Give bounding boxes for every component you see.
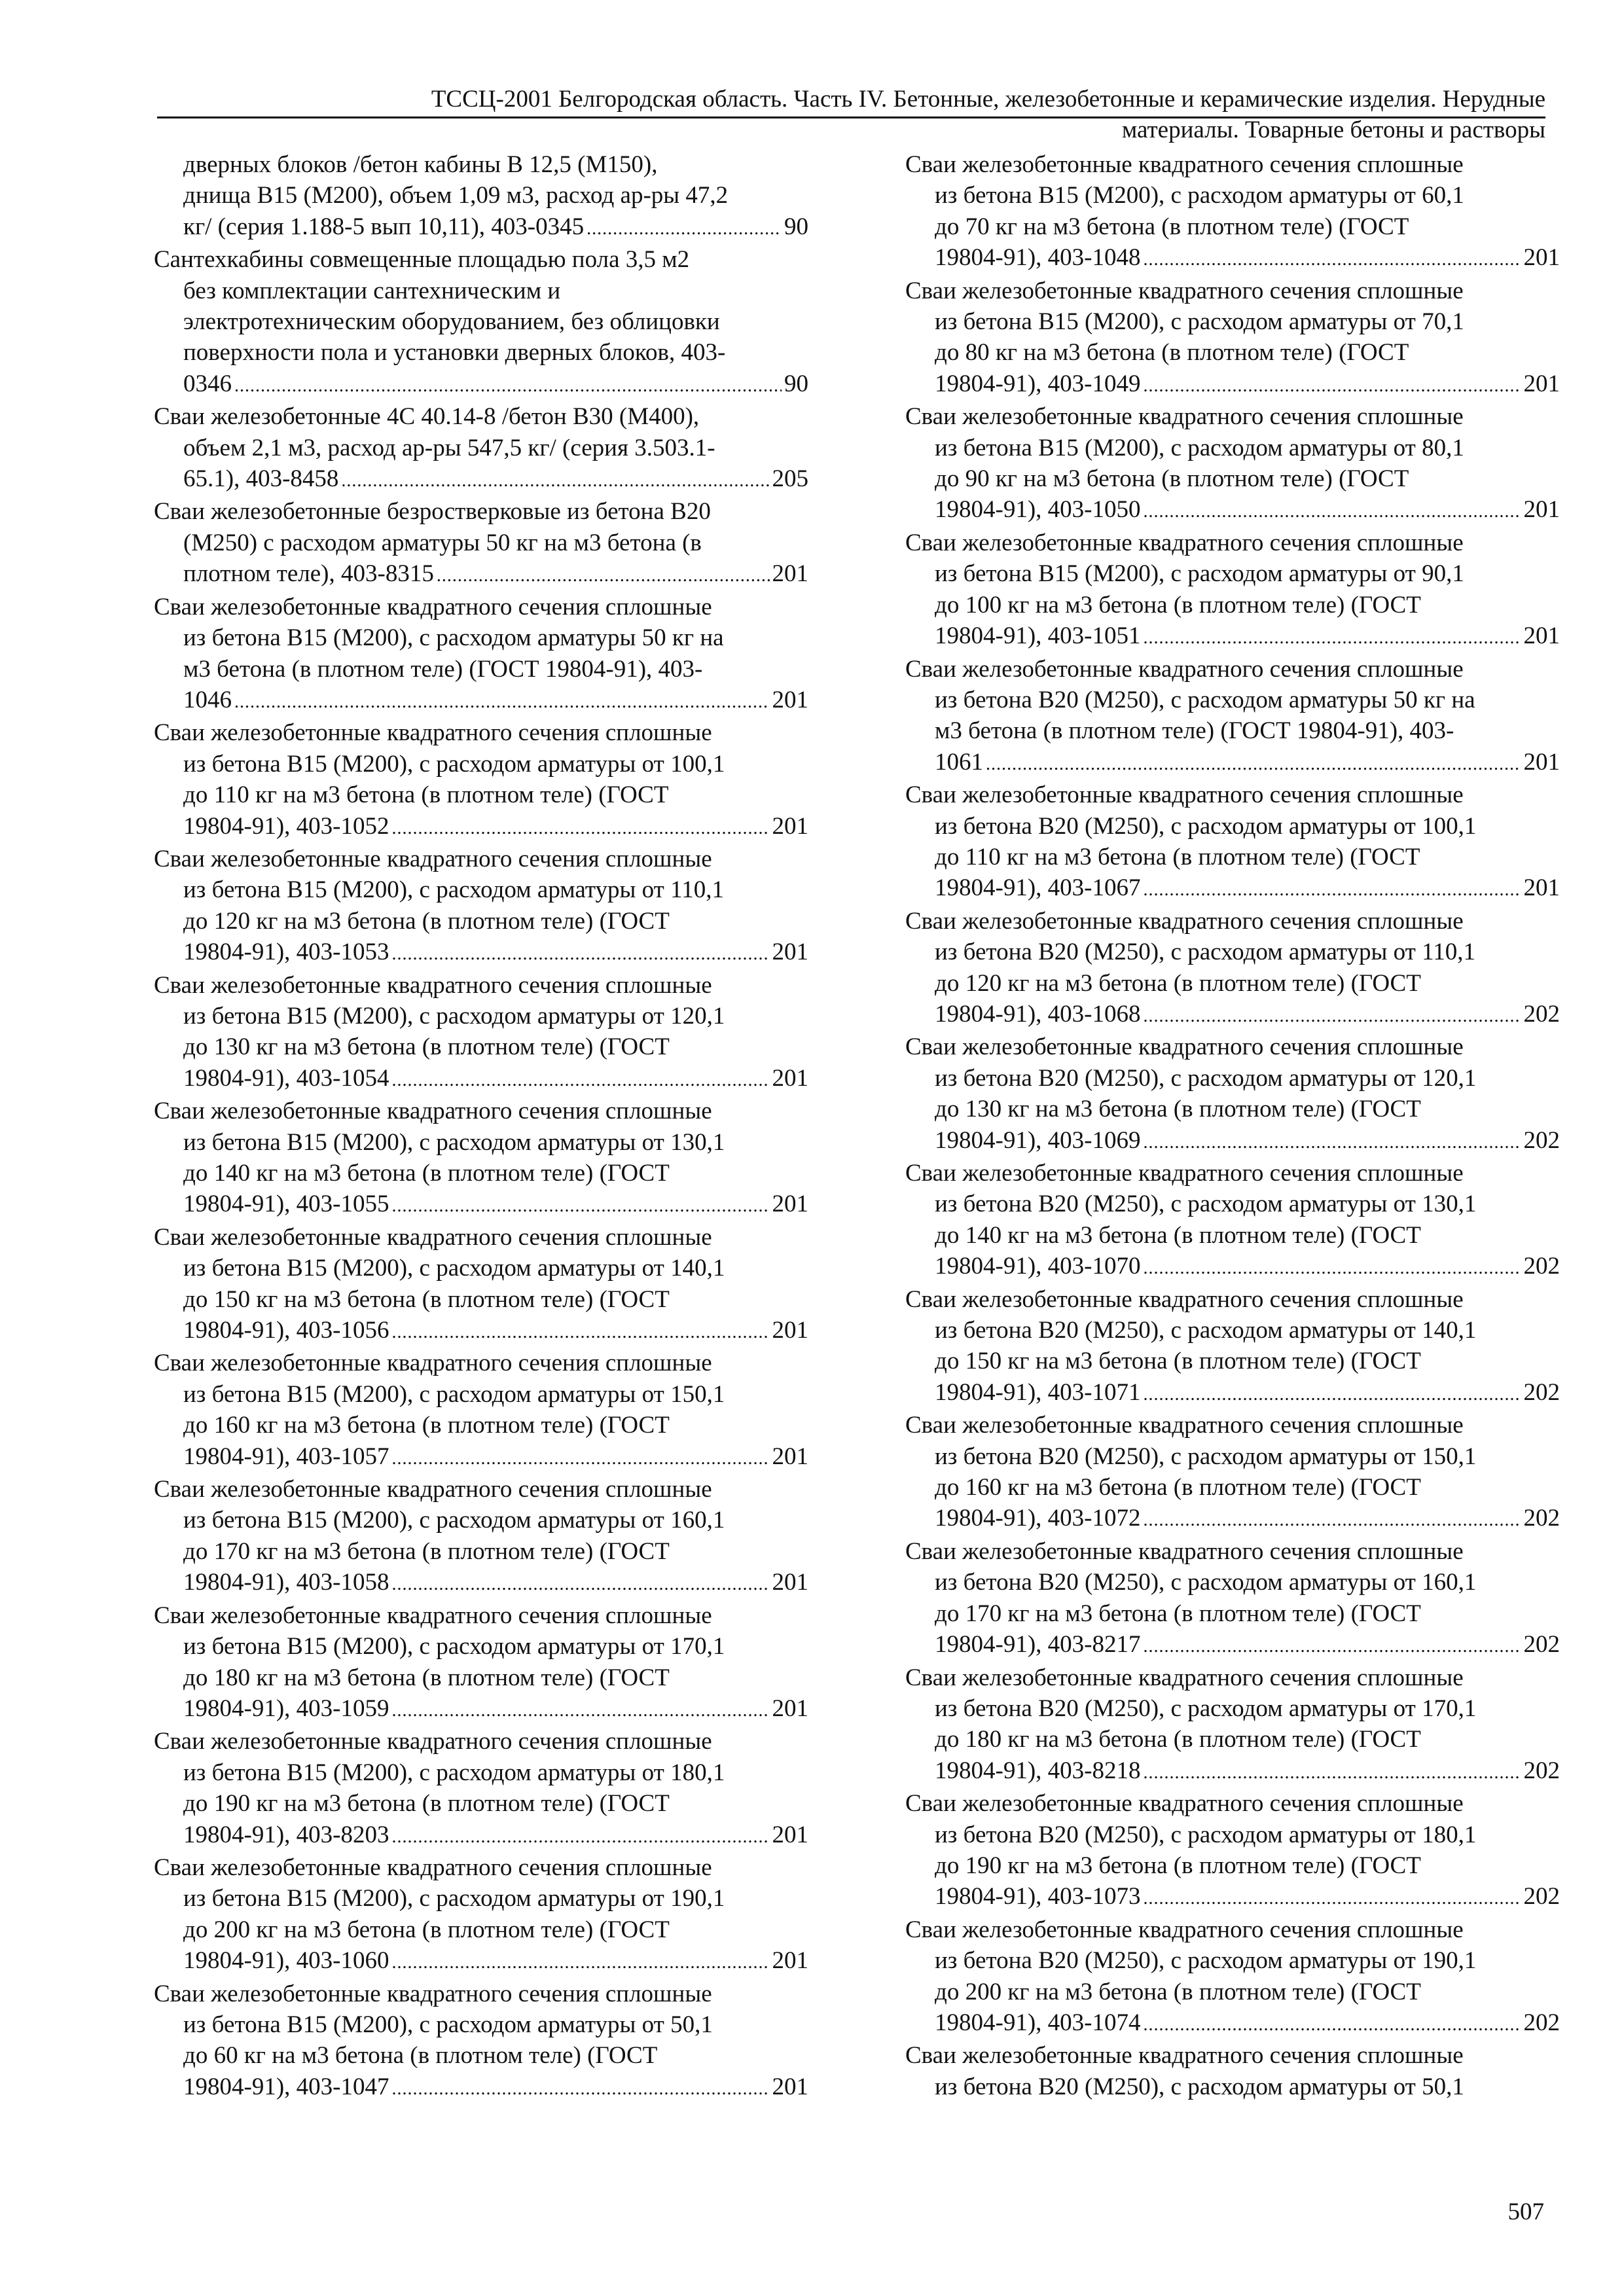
index-entry-last-line xyxy=(154,1945,808,1978)
index-entry-page: 201 xyxy=(772,812,808,840)
index-entry-text: объем 2,1 м3, расход ар-ры 547,5 кг/ (серия 3.503.1- xyxy=(183,434,715,461)
index-entry-page: 202 xyxy=(1523,2009,1560,2036)
index-entry-text: из бетона В15 (М200), с расходом арматуры от 120,1 xyxy=(183,1002,725,1030)
index-entry-text: из бетона В20 (М250), с расходом арматуры от 120,1 xyxy=(935,1064,1477,1092)
dot-leader xyxy=(391,1315,769,1348)
index-entry xyxy=(154,1979,808,2105)
dot-leader xyxy=(1143,242,1521,275)
index-entry-last-line xyxy=(154,1441,808,1474)
dot-leader xyxy=(1143,999,1521,1031)
index-entry-text: до 100 кг на м3 бетона (в плотном теле) (ГОСТ xyxy=(935,591,1421,619)
index-entry-text: до 140 кг на м3 бетона (в плотном теле) (ГОСТ xyxy=(935,1221,1421,1249)
index-entry-text: 19804-91), 403-1070 xyxy=(935,1253,1141,1280)
index-entry-last-line xyxy=(905,2007,1560,2040)
index-entry-text: Сваи железобетонные квадратного сечения сплошные xyxy=(905,403,1464,431)
index-entry-page: 202 xyxy=(1523,1631,1560,1659)
dot-leader xyxy=(1143,1377,1521,1410)
index-entry-text: до 120 кг на м3 бетона (в плотном теле) (ГОСТ xyxy=(935,969,1421,997)
index-entry-text: из бетона В20 (М250), с расходом арматуры 50 кг на xyxy=(935,686,1475,713)
index-entry-text: из бетона В20 (М250), с расходом арматуры от 150,1 xyxy=(935,1443,1477,1470)
index-entry-text: Сваи железобетонные квадратного сечения сплошные xyxy=(905,1412,1464,1439)
index-entry-text: до 190 кг на м3 бетона (в плотном теле) (ГОСТ xyxy=(183,1790,670,1818)
index-entry-last-line xyxy=(905,1503,1560,1535)
index-entry xyxy=(905,2040,1560,2102)
index-entry-text: 19804-91), 403-1054 xyxy=(183,1064,389,1092)
index-entry-text: Сваи железобетонные квадратного сечения сплошные xyxy=(154,593,712,620)
index-entry xyxy=(154,1852,808,1979)
index-entry-text: до 130 кг на м3 бетона (в плотном теле) (ГОСТ xyxy=(935,1096,1421,1123)
index-entry-text: 19804-91), 403-1071 xyxy=(935,1378,1141,1406)
running-header xyxy=(157,84,1545,145)
index-entry-last-line xyxy=(154,1693,808,1726)
dot-leader xyxy=(391,1567,769,1600)
dot-leader xyxy=(1143,1125,1521,1158)
index-entry-text: Сваи железобетонные квадратного сечения сплошные xyxy=(905,2042,1464,2070)
index-entry-last-line xyxy=(905,1629,1560,1662)
index-entry-last-line xyxy=(905,494,1560,527)
index-entry-page: 90 xyxy=(784,370,808,397)
index-entry-text: до 160 кг на м3 бетона (в плотном теле) (ГОСТ xyxy=(183,1412,670,1439)
dot-leader xyxy=(391,1441,769,1474)
index-entry-page: 201 xyxy=(772,1443,808,1470)
index-entry-page: 201 xyxy=(772,1317,808,1344)
index-entry-text: из бетона В15 (М200), с расходом арматуры от 170,1 xyxy=(183,1633,725,1660)
index-entry-text: 19804-91), 403-1069 xyxy=(935,1126,1141,1154)
index-column-left xyxy=(154,149,808,2104)
dot-leader xyxy=(391,1820,769,1852)
index-entry-page: 201 xyxy=(772,939,808,966)
index-entry-text: из бетона В15 (М200), с расходом арматуры от 50,1 xyxy=(183,2011,713,2038)
index-entry-text: из бетона В15 (М200), с расходом арматуры от 60,1 xyxy=(935,182,1464,209)
dot-leader xyxy=(1143,1251,1521,1283)
index-entry-text: 19804-91), 403-1052 xyxy=(183,812,389,840)
index-entry-text: из бетона В15 (М200), с расходом арматуры от 80,1 xyxy=(935,434,1464,461)
index-entry xyxy=(154,1726,808,1852)
index-entry-text: из бетона В20 (М250), с расходом арматуры от 130,1 xyxy=(935,1191,1477,1218)
index-entry-text: 19804-91), 403-1060 xyxy=(183,1947,389,1975)
index-entry-page: 201 xyxy=(772,1064,808,1092)
index-entry-last-line xyxy=(154,937,808,969)
index-entry-text: Сваи железобетонные квадратного сечения сплошные xyxy=(905,781,1464,809)
index-entry xyxy=(905,528,1560,654)
index-entry-text: из бетона В20 (М250), с расходом арматуры от 170,1 xyxy=(935,1695,1477,1722)
index-entry-last-line xyxy=(905,1125,1560,1158)
index-entry-text: Сваи железобетонные квадратного сечения сплошные xyxy=(905,1033,1464,1061)
index-entry-text: до 150 кг на м3 бетона (в плотном теле) (ГОСТ xyxy=(183,1285,670,1313)
index-entry-last-line xyxy=(905,1755,1560,1788)
index-entry-text: до 200 кг на м3 бетона (в плотном теле) (ГОСТ xyxy=(935,1978,1421,2005)
index-entry-text: Сваи железобетонные квадратного сечения сплошные xyxy=(905,529,1464,556)
index-entry-text: без комплектации сантехническим и xyxy=(183,277,561,304)
index-entry-text: до 160 кг на м3 бетона (в плотном теле) (ГОСТ xyxy=(935,1474,1421,1501)
index-entry-text: Сваи железобетонные квадратного сечения сплошные xyxy=(905,277,1464,304)
index-entry-text: Сваи железобетонные квадратного сечения сплошные xyxy=(154,1602,712,1629)
index-entry-text: 19804-91), 403-8217 xyxy=(935,1631,1141,1659)
index-entry xyxy=(154,970,808,1096)
index-column-right xyxy=(905,149,1560,2102)
dot-leader xyxy=(1143,1881,1521,1914)
index-entry-text: из бетона В15 (М200), с расходом арматуры 50 кг на xyxy=(183,624,724,652)
index-entry-text: поверхности пола и установки дверных блоков, 403- xyxy=(183,339,726,367)
index-entry-page: 202 xyxy=(1523,1253,1560,1280)
index-entry-text: Сваи железобетонные квадратного сечения сплошные xyxy=(154,1476,712,1503)
index-entry xyxy=(154,401,808,496)
index-entry-page: 201 xyxy=(772,1947,808,1975)
dot-leader xyxy=(1143,368,1521,401)
index-entry-text: 19804-91), 403-1047 xyxy=(183,2073,389,2100)
index-entry-text: до 60 кг на м3 бетона (в плотном теле) (ГОСТ xyxy=(183,2042,658,2070)
index-entry-text: Сваи железобетонные 4С 40.14-8 /бетон В30 (М400), xyxy=(154,403,700,431)
index-entry-text: Сваи железобетонные квадратного сечения сплошные xyxy=(905,655,1464,683)
dot-leader xyxy=(391,1693,769,1726)
index-entry xyxy=(154,1348,808,1474)
index-entry-text: до 70 кг на м3 бетона (в плотном теле) (ГОСТ xyxy=(935,213,1409,240)
index-entry-page: 202 xyxy=(1523,1883,1560,1910)
index-entry-text: Сваи железобетонные квадратного сечения сплошные xyxy=(154,845,712,872)
index-entry-text: м3 бетона (в плотном теле) (ГОСТ 19804-91), 403- xyxy=(935,717,1454,745)
index-entry-page: 202 xyxy=(1523,1126,1560,1154)
index-entry-last-line xyxy=(154,368,808,401)
index-entry-last-line xyxy=(154,211,808,244)
index-entry-text: из бетона В20 (М250), с расходом арматуры от 110,1 xyxy=(935,939,1475,966)
index-entry-page: 201 xyxy=(772,1821,808,1848)
index-entry-text: Сваи железобетонные квадратного сечения сплошные xyxy=(154,1980,712,2007)
index-entry-page: 201 xyxy=(772,1191,808,1218)
index-entry-last-line xyxy=(154,1189,808,1221)
index-entry xyxy=(905,1410,1560,1536)
index-entry-text: из бетона В20 (М250), с расходом арматуры от 140,1 xyxy=(935,1317,1477,1344)
index-entry-page: 201 xyxy=(1523,496,1560,524)
index-entry-text: 19804-91), 403-1073 xyxy=(935,1883,1141,1910)
index-entry-text: Сваи железобетонные квадратного сечения сплошные xyxy=(154,1728,712,1755)
index-entry-page: 202 xyxy=(1523,1757,1560,1784)
index-entry-text: до 140 кг на м3 бетона (в плотном теле) (ГОСТ xyxy=(183,1160,670,1187)
index-entry-text: до 130 кг на м3 бетона (в плотном теле) (ГОСТ xyxy=(183,1033,670,1061)
dot-leader xyxy=(1143,1755,1521,1788)
dot-leader xyxy=(391,1945,769,1978)
index-entry-last-line xyxy=(154,1315,808,1348)
index-entry-page: 202 xyxy=(1523,1000,1560,1028)
index-entry-text: до 110 кг на м3 бетона (в плотном теле) (ГОСТ xyxy=(935,843,1420,870)
index-entry-text: 0346 xyxy=(183,370,232,397)
index-entry-text: 19804-91), 403-1055 xyxy=(183,1191,389,1218)
index-entry-text: из бетона В20 (М250), с расходом арматуры от 190,1 xyxy=(935,1947,1477,1975)
index-entry-text: из бетона В20 (М250), с расходом арматуры от 160,1 xyxy=(935,1569,1477,1596)
index-entry xyxy=(154,244,808,401)
index-entry-text: из бетона В20 (М250), с расходом арматуры от 100,1 xyxy=(935,812,1477,840)
index-entry-text: 19804-91), 403-1074 xyxy=(935,2009,1141,2036)
dot-leader xyxy=(437,558,770,591)
index-entry-text: дверных блоков /бетон кабины В 12,5 (М150), xyxy=(183,151,658,178)
dot-leader xyxy=(391,811,769,844)
index-entry-text: 19804-91), 403-8218 xyxy=(935,1757,1141,1784)
index-entry-text: из бетона В15 (М200), с расходом арматуры от 110,1 xyxy=(183,876,724,904)
index-entry xyxy=(905,1662,1560,1789)
dot-leader xyxy=(341,463,769,496)
index-entry-last-line xyxy=(905,1251,1560,1283)
index-entry-text: 1046 xyxy=(183,686,232,713)
index-entry-page: 201 xyxy=(772,560,808,588)
dot-leader xyxy=(986,747,1521,780)
index-entry-page: 201 xyxy=(772,1695,808,1722)
index-entry-text: Сваи железобетонные безростверковые из бетона В20 xyxy=(154,498,711,526)
index-entry-last-line xyxy=(905,1377,1560,1410)
index-entry-text: до 200 кг на м3 бетона (в плотном теле) (ГОСТ xyxy=(183,1916,670,1943)
dot-leader xyxy=(1143,872,1521,905)
index-entry xyxy=(905,1914,1560,2041)
index-entry-page: 205 xyxy=(772,465,808,493)
index-entry-text: Сваи железобетонные квадратного сечения сплошные xyxy=(154,971,712,999)
index-entry-last-line xyxy=(905,242,1560,275)
index-entry-last-line xyxy=(154,1063,808,1096)
index-entry-text: Сваи железобетонные квадратного сечения сплошные xyxy=(905,1790,1464,1818)
index-entry-last-line xyxy=(905,999,1560,1031)
index-entry xyxy=(905,401,1560,528)
index-entry-text: Сваи железобетонные квадратного сечения сплошные xyxy=(905,1916,1464,1943)
index-entry-page: 201 xyxy=(772,2073,808,2100)
index-entry-text: Сваи железобетонные квадратного сечения сплошные xyxy=(154,1223,712,1251)
index-entry-text: днища В15 (М200), объем 1,09 м3, расход ар-ры 47,2 xyxy=(183,182,729,209)
index-entry-text: до 170 кг на м3 бетона (в плотном теле) (ГОСТ xyxy=(935,1600,1421,1627)
index-entry-page: 201 xyxy=(1523,874,1560,902)
dot-leader xyxy=(391,2072,769,2104)
index-entry-text: кг/ (серия 1.188-5 вып 10,11), 403-0345 xyxy=(183,213,585,240)
index-entry-text: из бетона В15 (М200), с расходом арматуры от 190,1 xyxy=(183,1885,725,1912)
index-entry xyxy=(154,1474,808,1600)
index-entry-text: 19804-91), 403-1053 xyxy=(183,939,389,966)
index-entry-last-line xyxy=(154,2072,808,2104)
page-number: 507 xyxy=(1507,2198,1544,2225)
index-entry-text: плотном теле), 403-8315 xyxy=(183,560,434,588)
index-entry-text: до 170 кг на м3 бетона (в плотном теле) (ГОСТ xyxy=(183,1537,670,1565)
index-entry xyxy=(154,592,808,718)
index-entry-last-line xyxy=(905,747,1560,780)
index-entry-page: 201 xyxy=(772,1569,808,1596)
index-entry-text: 19804-91), 403-1056 xyxy=(183,1317,389,1344)
index-entry xyxy=(154,717,808,844)
index-entry-text: из бетона В15 (М200), с расходом арматуры от 180,1 xyxy=(183,1759,725,1786)
index-entry-text: м3 бетона (в плотном теле) (ГОСТ 19804-91), 403- xyxy=(183,655,703,683)
index-entry-text: Сваи железобетонные квадратного сечения сплошные xyxy=(905,151,1464,178)
index-entry xyxy=(905,906,1560,1032)
index-entry-text: 19804-91), 403-1068 xyxy=(935,1000,1141,1028)
index-entry-last-line xyxy=(905,872,1560,905)
index-entry-page: 202 xyxy=(1523,1378,1560,1406)
index-entry-text: до 110 кг на м3 бетона (в плотном теле) (ГОСТ xyxy=(183,781,669,809)
index-entry-last-line xyxy=(154,811,808,844)
index-entry xyxy=(154,496,808,591)
index-entry-text: Сантехкабины совмещенные площадью пола 3,5 м2 xyxy=(154,246,690,274)
index-entry-text: до 180 кг на м3 бетона (в плотном теле) (ГОСТ xyxy=(183,1664,670,1691)
index-entry-text: 19804-91), 403-1051 xyxy=(935,622,1141,650)
index-entry-text: 19804-91), 403-1067 xyxy=(935,874,1141,902)
index-entry-text: из бетона В15 (М200), с расходом арматуры от 90,1 xyxy=(935,560,1464,588)
index-entry-text: 19804-91), 403-1059 xyxy=(183,1695,389,1722)
index-entry xyxy=(905,1158,1560,1284)
index-entry xyxy=(154,1222,808,1348)
index-entry-text: 19804-91), 403-1048 xyxy=(935,244,1141,272)
index-entry-page: 202 xyxy=(1523,1505,1560,1532)
index-entry-text: до 190 кг на м3 бетона (в плотном теле) (ГОСТ xyxy=(935,1852,1421,1879)
index-entry xyxy=(905,1031,1560,1158)
index-entry xyxy=(154,149,808,244)
dot-leader xyxy=(391,1063,769,1096)
index-entry-text: Сваи железобетонные квадратного сечения сплошные xyxy=(154,719,712,747)
index-entry xyxy=(905,1788,1560,1914)
index-entry-text: до 150 кг на м3 бетона (в плотном теле) (ГОСТ xyxy=(935,1348,1421,1375)
index-entry-last-line xyxy=(905,368,1560,401)
dot-leader xyxy=(391,937,769,969)
dot-leader xyxy=(1143,2007,1521,2040)
index-entry-text: Сваи железобетонные квадратного сечения сплошные xyxy=(905,1160,1464,1187)
running-header-line-2: материалы. Товарные бетоны и растворы xyxy=(1121,117,1545,143)
index-entry-last-line xyxy=(154,558,808,591)
index-entry-text: до 90 кг на м3 бетона (в плотном теле) (ГОСТ xyxy=(935,465,1409,493)
index-entry-last-line xyxy=(154,463,808,496)
dot-leader xyxy=(234,368,782,401)
index-entry xyxy=(905,149,1560,276)
index-entry-text: 19804-91), 403-1072 xyxy=(935,1505,1141,1532)
index-entry xyxy=(905,1284,1560,1410)
index-entry-text: Сваи железобетонные квадратного сечения сплошные xyxy=(905,1537,1464,1565)
running-header-line-1: ТССЦ-2001 Белгородская область. Часть IV. Бетонные, железобетонные и керамические изделия. Нерудные xyxy=(431,86,1545,113)
dot-leader xyxy=(586,211,782,244)
index-entry-last-line xyxy=(154,1567,808,1600)
index-entry-page: 201 xyxy=(1523,748,1560,776)
index-entry-text: из бетона В15 (М200), с расходом арматуры от 130,1 xyxy=(183,1128,725,1156)
index-entry-text: 19804-91), 403-1058 xyxy=(183,1569,389,1596)
dot-leader xyxy=(1143,1503,1521,1535)
index-entry xyxy=(154,1600,808,1727)
index-entry-text: из бетона В15 (М200), с расходом арматуры от 100,1 xyxy=(183,750,725,778)
dot-leader xyxy=(1143,1629,1521,1662)
index-entry xyxy=(905,1536,1560,1662)
index-entry-text: Сваи железобетонные квадратного сечения сплошные xyxy=(905,1664,1464,1691)
index-entry-text: (М250) с расходом арматуры 50 кг на м3 бетона (в xyxy=(183,529,702,556)
index-entry-last-line xyxy=(905,1881,1560,1914)
index-entry-text: из бетона В20 (М250), с расходом арматуры от 50,1 xyxy=(935,2073,1464,2100)
index-entry-text: из бетона В20 (М250), с расходом арматуры от 180,1 xyxy=(935,1821,1477,1848)
index-entry-last-line xyxy=(154,685,808,717)
dot-leader xyxy=(234,685,770,717)
index-entry-text: до 120 кг на м3 бетона (в плотном теле) (ГОСТ xyxy=(183,907,670,935)
index-entry xyxy=(905,780,1560,906)
index-entry xyxy=(154,844,808,970)
index-entry-text: до 80 кг на м3 бетона (в плотном теле) (ГОСТ xyxy=(935,339,1409,367)
index-entry-text: 19804-91), 403-1049 xyxy=(935,370,1141,397)
index-entry-text: электротехническим оборудованием, без облицовки xyxy=(183,308,720,336)
index-entry-text: из бетона В15 (М200), с расходом арматуры от 160,1 xyxy=(183,1507,725,1534)
index-entry-text: до 180 кг на м3 бетона (в плотном теле) (ГОСТ xyxy=(935,1726,1421,1753)
index-entry-text: 65.1), 403-8458 xyxy=(183,465,339,493)
index-entry-text: Сваи железобетонные квадратного сечения сплошные xyxy=(154,1098,712,1125)
index-entry-text: Сваи железобетонные квадратного сечения сплошные xyxy=(905,1285,1464,1313)
index-entry-text: из бетона В15 (М200), с расходом арматуры от 70,1 xyxy=(935,308,1464,336)
header-rule xyxy=(157,117,1545,118)
dot-leader xyxy=(1143,494,1521,527)
index-entry xyxy=(905,654,1560,780)
index-entry-text: из бетона В15 (М200), с расходом арматуры от 140,1 xyxy=(183,1255,725,1282)
index-entry-page: 201 xyxy=(772,686,808,713)
index-entry-page: 201 xyxy=(1523,622,1560,650)
index-entry-text: из бетона В15 (М200), с расходом арматуры от 150,1 xyxy=(183,1380,725,1408)
index-entry-text: Сваи железобетонные квадратного сечения сплошные xyxy=(154,1350,712,1377)
index-entry-page: 90 xyxy=(784,213,808,240)
index-entry-last-line xyxy=(905,620,1560,653)
index-entry xyxy=(154,1096,808,1222)
index-entry-text: 19804-91), 403-1057 xyxy=(183,1443,389,1470)
index-entry-page: 201 xyxy=(1523,370,1560,397)
index-entry-last-line xyxy=(154,1820,808,1852)
dot-leader xyxy=(391,1189,769,1221)
index-entry-page: 201 xyxy=(1523,244,1560,272)
index-entry xyxy=(905,276,1560,402)
index-entry-text: Сваи железобетонные квадратного сечения сплошные xyxy=(154,1854,712,1881)
dot-leader xyxy=(1143,620,1521,653)
index-entry-text: Сваи железобетонные квадратного сечения сплошные xyxy=(905,907,1464,935)
index-entry-text: 19804-91), 403-1050 xyxy=(935,496,1141,524)
index-entry-text: 1061 xyxy=(935,748,983,776)
index-entry-text: 19804-91), 403-8203 xyxy=(183,1821,389,1848)
